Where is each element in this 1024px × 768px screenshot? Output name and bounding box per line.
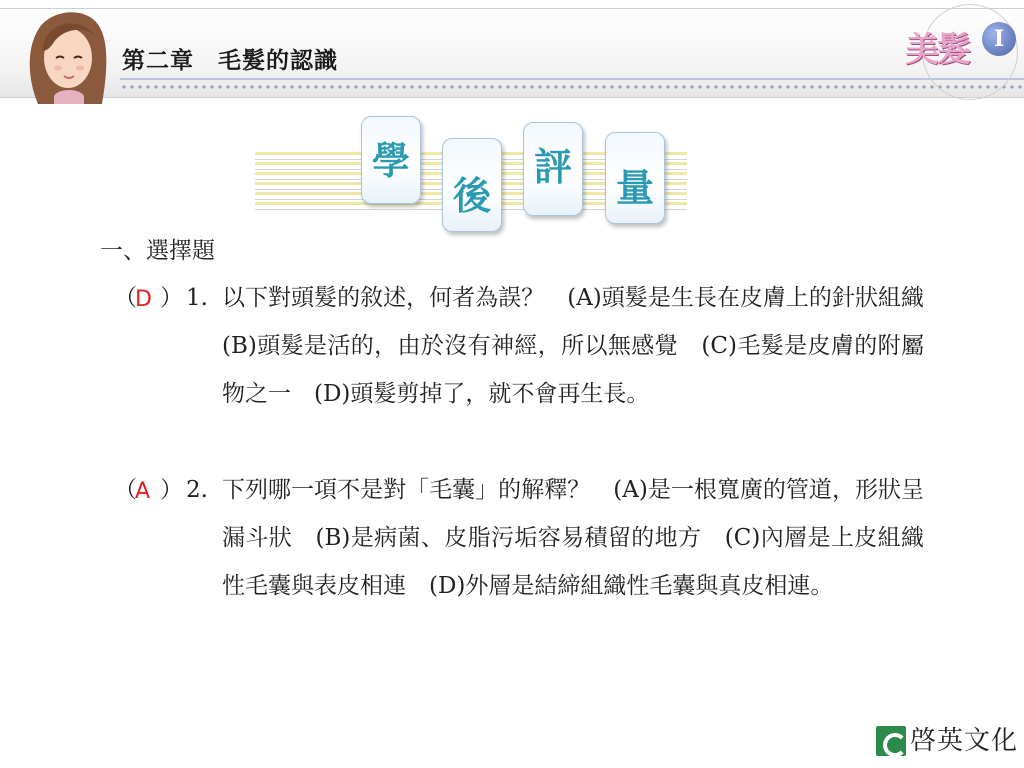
banner-char: 學 bbox=[371, 139, 410, 183]
banner-char: 評 bbox=[533, 145, 572, 189]
course-logo-text: 美髮 bbox=[905, 30, 969, 70]
question-1 bbox=[100, 274, 947, 466]
question-number: 2. bbox=[186, 477, 208, 503]
question-text: 下列哪一項不是對「毛囊」的解釋？ (A)是一根寬廣的管道，形狀呈漏斗狀 (B)是病菌、皮脂污垢容易積留的地方 (C)內層是上皮組織性毛囊與表皮相連 (D)外層是結締組織性毛囊與真皮相連。 bbox=[222, 477, 924, 599]
question-text: 以下對頭髮的敘述，何者為誤？ (A)頭髮是生長在皮膚上的針狀組織 (B)頭髮是活的，由於沒有神經，所以無感覺 (C)毛髮是皮膚的附屬物之一 (D)頭髮剪掉了，就不會再生長。 bbox=[222, 285, 947, 407]
answer-paren-open: （ bbox=[114, 477, 137, 503]
question-2 bbox=[100, 466, 940, 658]
section-heading: 一、選擇題 bbox=[100, 238, 215, 264]
question-number: 1. bbox=[186, 285, 208, 311]
answer-paren-close: ） bbox=[160, 477, 183, 503]
publisher-logo bbox=[876, 724, 1019, 760]
answer-paren-open: （ bbox=[114, 285, 137, 311]
publisher-name: 啓英文化 bbox=[910, 726, 1019, 756]
banner-char: 量 bbox=[615, 166, 654, 210]
course-logo-badge: I bbox=[982, 22, 1016, 56]
answer-paren-close: ） bbox=[160, 285, 183, 311]
answer-letter: A bbox=[135, 479, 151, 504]
banner-char: 後 bbox=[452, 174, 491, 218]
publisher-mark-icon bbox=[876, 726, 906, 756]
answer-letter: D bbox=[135, 287, 152, 312]
chapter-title: 第二章 毛髮的認識 bbox=[122, 48, 338, 74]
